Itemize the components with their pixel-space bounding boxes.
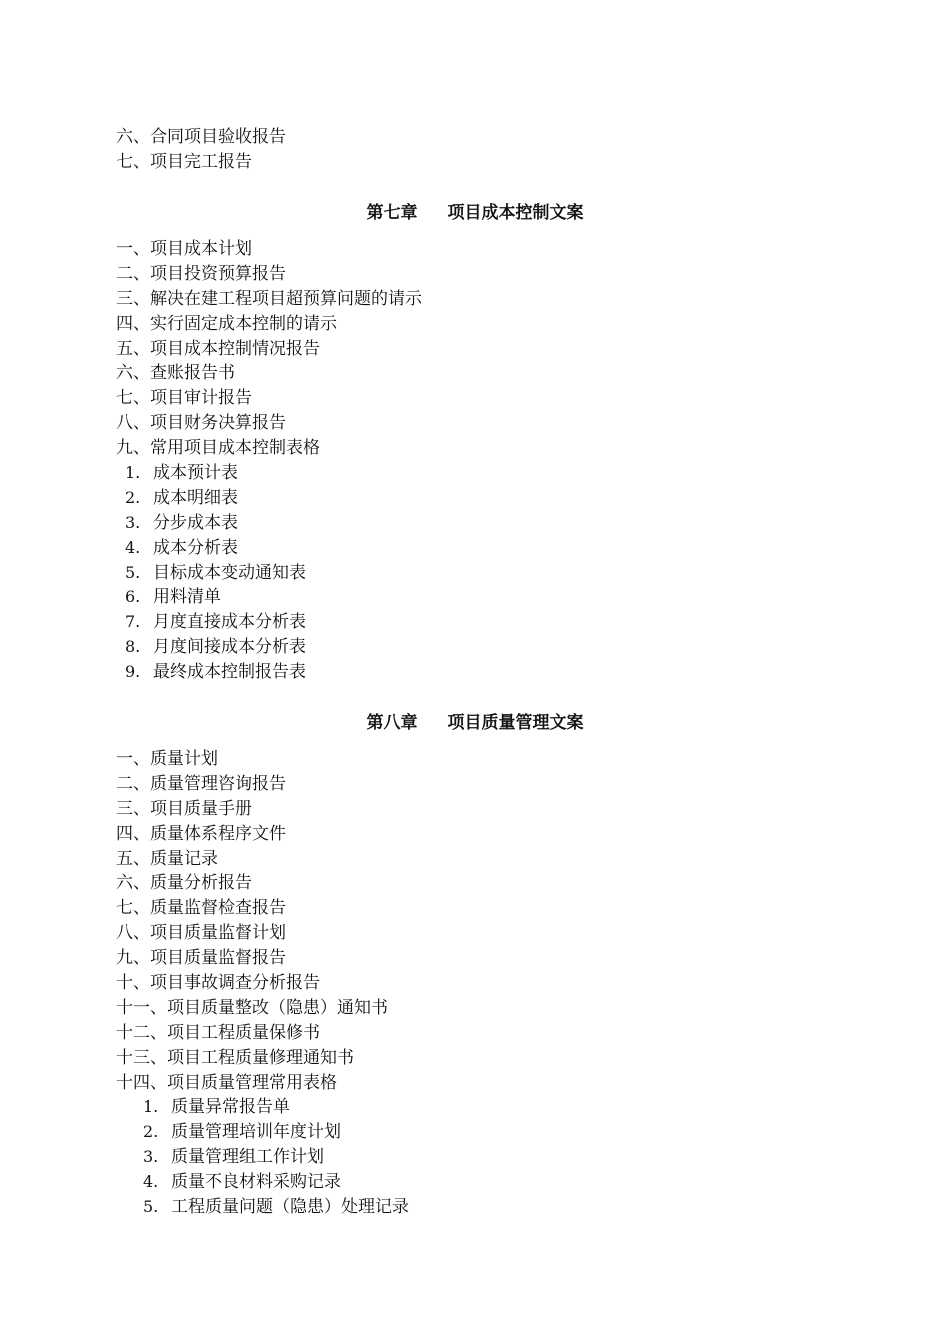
sub-item-text: 月度间接成本分析表 [153, 637, 306, 658]
list-item: 三、解决在建工程项目超预算问题的请示 [116, 288, 422, 309]
list-item: 一、项目成本计划 [116, 239, 252, 259]
sub-item-number: 2. [125, 487, 141, 507]
sub-item-text: 成本分析表 [153, 537, 238, 558]
list-item: 一、质量计划 [116, 749, 218, 769]
list-item: 十、项目事故调查分析报告 [116, 973, 320, 994]
chapter-8-item-list [116, 747, 836, 1220]
list-item: 七、项目审计报告 [116, 388, 252, 409]
sub-item-text: 成本明细表 [153, 487, 238, 508]
sub-list-item [116, 610, 836, 635]
sub-item-number: 3. [143, 1147, 159, 1167]
list-item: 七、质量监督检查报告 [116, 898, 286, 919]
chapter-8-title: 项目质量管理文案 [447, 713, 584, 733]
sub-list-item [116, 536, 836, 561]
list-item: 四、质量体系程序文件 [116, 823, 286, 844]
list-item: 八、项目质量监督计划 [116, 923, 286, 944]
list-item: 八、项目财务决算报告 [116, 413, 286, 434]
list-item: 五、质量记录 [116, 848, 218, 869]
chapter-7-heading [0, 200, 950, 226]
list-item: 十二、项目工程质量保修书 [116, 1022, 320, 1043]
chapter-7-item-list [116, 237, 836, 685]
sub-item-number: 2. [143, 1122, 159, 1142]
sub-item-text: 目标成本变动通知表 [153, 562, 306, 583]
sub-list-item [116, 1145, 836, 1170]
list-item: 五、项目成本控制情况报告 [116, 338, 320, 359]
sub-item-text: 质量异常报告单 [171, 1097, 290, 1118]
list-item: 四、实行固定成本控制的请示 [116, 313, 337, 334]
sub-item-number: 1. [143, 1097, 159, 1117]
chapter-8-number: 第八章 [366, 713, 418, 733]
chapter-7-number: 第七章 [366, 203, 418, 223]
chapter-8-heading [0, 710, 950, 736]
sub-item-number: 4. [125, 537, 141, 557]
sub-item-number: 4. [143, 1172, 159, 1192]
list-item: 九、项目质量监督报告 [116, 948, 286, 969]
list-item: 六、合同项目验收报告 [116, 127, 286, 147]
sub-list-item [116, 1170, 836, 1195]
sub-item-text: 质量管理组工作计划 [171, 1147, 324, 1168]
list-item: 六、质量分析报告 [116, 873, 252, 894]
sub-list-item [116, 1120, 836, 1145]
top-item-list [116, 125, 836, 175]
sub-item-text: 工程质量问题（隐患）处理记录 [171, 1197, 409, 1218]
sub-list-item [116, 561, 836, 586]
sub-list-item [116, 1195, 836, 1220]
sub-item-number: 7. [125, 612, 141, 632]
sub-item-text: 月度直接成本分析表 [153, 612, 306, 633]
sub-item-number: 5. [125, 562, 141, 582]
list-item: 十三、项目工程质量修理通知书 [116, 1047, 354, 1068]
list-item: 十四、项目质量管理常用表格 [116, 1072, 337, 1093]
sub-item-number: 8. [125, 637, 141, 657]
sub-list-item [116, 635, 836, 660]
sub-item-text: 质量不良材料采购记录 [171, 1172, 341, 1193]
sub-item-number: 3. [125, 512, 141, 532]
sub-list-item [116, 585, 836, 610]
sub-list-item [116, 1095, 836, 1120]
sub-item-number: 6. [125, 587, 141, 607]
sub-item-text: 质量管理培训年度计划 [171, 1122, 341, 1143]
sub-item-text: 成本预计表 [153, 463, 238, 484]
list-item: 十一、项目质量整改（隐患）通知书 [116, 997, 388, 1018]
sub-item-number: 5. [143, 1197, 159, 1217]
list-item: 三、项目质量手册 [116, 798, 252, 819]
sub-item-text: 用料清单 [153, 587, 221, 608]
list-item: 二、质量管理咨询报告 [116, 773, 286, 794]
sub-list-item [116, 486, 836, 511]
sub-item-number: 9. [125, 662, 141, 682]
chapter-7-title: 项目成本控制文案 [447, 203, 584, 223]
sub-list-item [116, 461, 836, 486]
sub-list-item [116, 660, 836, 685]
sub-item-number: 1. [125, 463, 141, 483]
sub-item-text: 最终成本控制报告表 [153, 662, 306, 683]
list-item: 九、常用项目成本控制表格 [116, 438, 320, 459]
list-item: 六、查账报告书 [116, 363, 235, 384]
list-item: 七、项目完工报告 [116, 151, 252, 172]
list-item: 二、项目投资预算报告 [116, 263, 286, 284]
sub-item-text: 分步成本表 [153, 512, 238, 533]
sub-list-item [116, 511, 836, 536]
